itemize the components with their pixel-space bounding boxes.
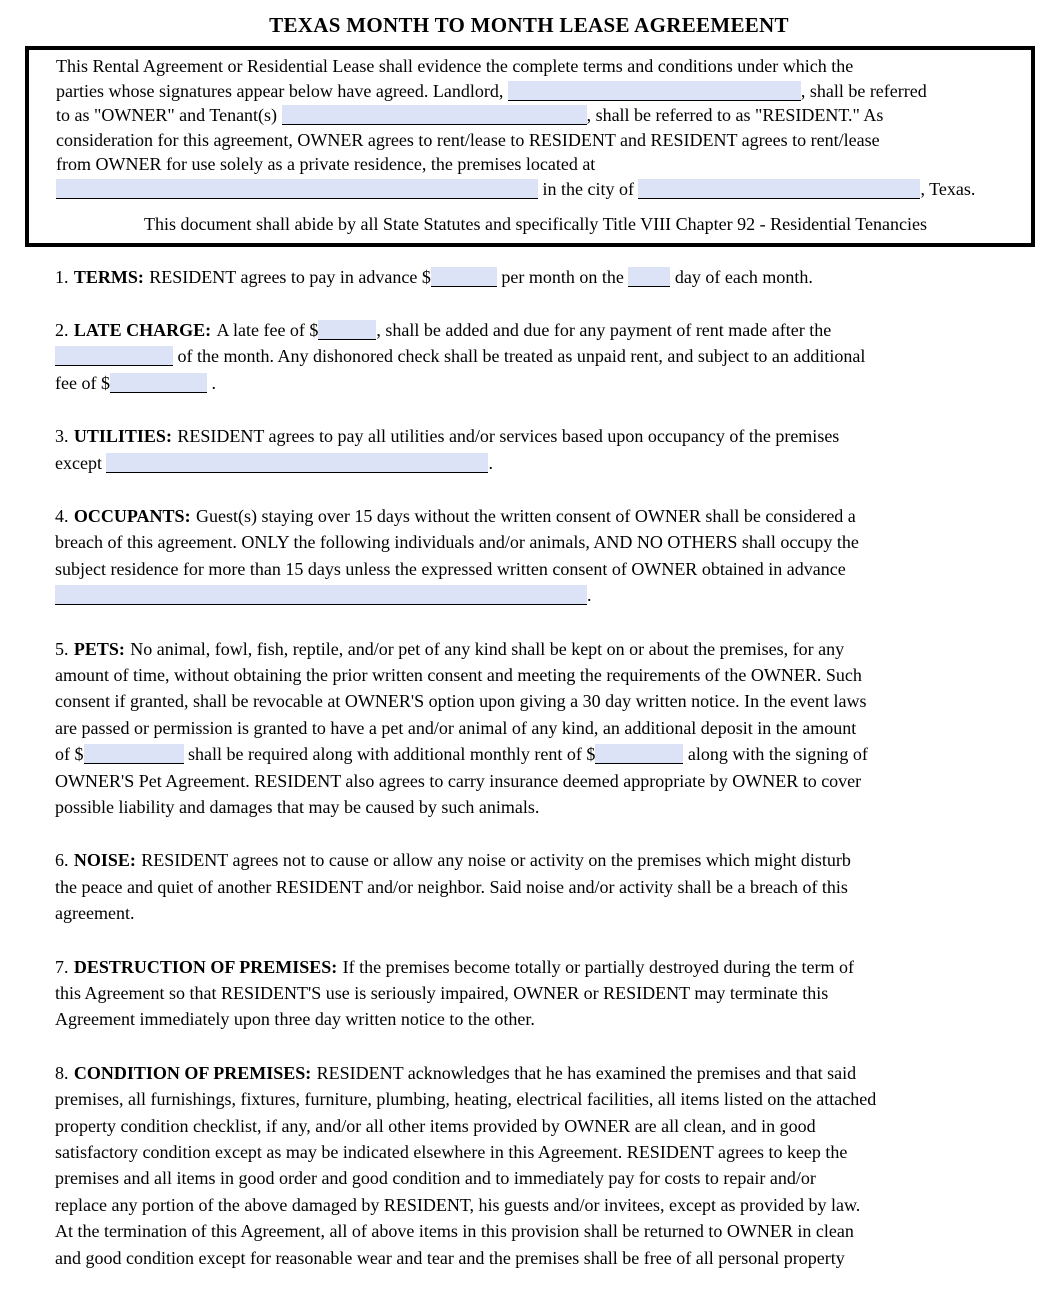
text-run: . xyxy=(488,452,493,473)
text-run: except xyxy=(55,452,107,473)
section-number: 5. xyxy=(55,638,69,659)
text-run: from OWNER for use solely as a private residence, the premises located at xyxy=(56,154,596,174)
text-run: fee of $ xyxy=(55,372,110,393)
text-run: satisfactory condition except as may be indicated elsewhere in this Agreement. RESIDENT agrees to keep the xyxy=(55,1142,848,1163)
text-line xyxy=(56,103,1015,128)
text-line xyxy=(55,1245,1038,1271)
text-run: of the month. Any dishonored check shall be treated as unpaid rent, and subject to an additional xyxy=(173,346,866,367)
text-run: No animal, fowl, fish, reptile, and/or pet of any kind shall be kept on or about the premises, for any xyxy=(130,638,845,659)
section-pets xyxy=(55,636,1038,821)
approved-occupants-field[interactable] xyxy=(55,585,587,605)
text-line xyxy=(55,1192,1038,1218)
document-title: TEXAS MONTH TO MONTH LEASE AGREEMEENT xyxy=(269,13,789,37)
text-run: . xyxy=(206,372,216,393)
text-line xyxy=(55,317,1038,343)
text-run: premises and all items in good order and good condition and to immediately pay for costs to repair and/or xyxy=(55,1168,816,1189)
section-terms xyxy=(55,264,1038,290)
text-line xyxy=(55,847,1038,873)
text-line xyxy=(55,715,1038,741)
section-number: 1. xyxy=(55,266,69,287)
late-fee-field[interactable] xyxy=(318,320,376,340)
rent-due-day-field[interactable] xyxy=(628,267,670,287)
late-after-day-field[interactable] xyxy=(55,346,173,366)
pet-monthly-rent-field[interactable] xyxy=(595,744,683,764)
section-heading: PETS: xyxy=(73,638,125,659)
section-utilities xyxy=(55,423,1038,476)
section-destruction-of-premises xyxy=(55,954,1038,1033)
pet-deposit-field[interactable] xyxy=(84,744,184,764)
text-line xyxy=(55,636,1038,662)
section-late-charge xyxy=(55,317,1038,396)
text-run: , shall be referred xyxy=(800,80,927,101)
text-line xyxy=(55,794,1038,820)
text-run: this Agreement so that RESIDENT'S use is seriously impaired, OWNER or RESIDENT may terminate this xyxy=(55,983,829,1004)
document-page xyxy=(0,13,1058,1301)
section-number: 4. xyxy=(55,505,69,526)
text-run: , Texas. xyxy=(920,178,976,199)
section-heading: DESTRUCTION OF PREMISES: xyxy=(73,956,338,977)
text-line xyxy=(56,79,1015,104)
city-field[interactable] xyxy=(638,179,920,199)
section-number: 6. xyxy=(55,850,69,871)
text-line xyxy=(55,264,1038,290)
text-run: subject residence for more than 15 days unless the expressed written consent of OWNER obtained in advance xyxy=(55,558,846,579)
text-run: This Rental Agreement or Residential Lease shall evidence the complete terms and conditions under which the xyxy=(56,56,854,76)
text-line xyxy=(56,152,1015,177)
text-run: premises, all furnishings, fixtures, furniture, plumbing, heating, electrical facilities, all items listed on the attached xyxy=(55,1089,877,1110)
text-run: possible liability and damages that may be caused by such animals. xyxy=(55,797,540,817)
intro-paragraph xyxy=(56,54,1015,201)
text-run: parties whose signatures appear below have agreed. Landlord, xyxy=(56,80,508,101)
text-run: RESIDENT agrees to pay all utilities and/or services based upon occupancy of the premises xyxy=(177,426,840,447)
text-run: amount of time, without obtaining the prior written consent and meeting the requirements of the OWNER. Such xyxy=(55,664,862,685)
text-line xyxy=(55,556,1038,582)
text-line xyxy=(55,370,1038,396)
section-number: 7. xyxy=(55,956,69,977)
text-line xyxy=(56,177,1015,202)
text-run: consideration for this agreement, OWNER agrees to rent/lease to RESIDENT and RESIDENT agrees to rent/lease xyxy=(56,129,880,150)
text-line xyxy=(55,741,1038,767)
text-run: agreement. xyxy=(55,903,135,924)
text-run: in the city of xyxy=(538,178,639,199)
text-run: At the termination of this Agreement, all of above items in this provision shall be returned to OWNER in clean xyxy=(55,1221,854,1242)
text-line xyxy=(55,423,1038,449)
section-heading: UTILITIES: xyxy=(73,426,172,447)
text-line xyxy=(55,874,1038,900)
monthly-rent-field[interactable] xyxy=(431,267,497,287)
section-heading: TERMS: xyxy=(73,266,144,287)
text-run: shall be required along with additional monthly rent of $ xyxy=(183,744,596,765)
landlord-name-field[interactable] xyxy=(508,81,801,101)
text-run: day of each month. xyxy=(670,266,813,287)
text-line xyxy=(55,503,1038,529)
text-run: Guest(s) staying over 15 days without the written consent of OWNER shall be considered a xyxy=(195,505,856,526)
section-number: 3. xyxy=(55,426,69,447)
text-run: per month on the xyxy=(496,266,629,287)
text-line xyxy=(55,688,1038,714)
text-line xyxy=(55,980,1038,1006)
text-line xyxy=(55,1006,1038,1032)
section-number: 8. xyxy=(55,1062,69,1083)
text-line xyxy=(56,54,1015,79)
text-run: RESIDENT agrees not to cause or allow any noise or activity on the premises which might disturb xyxy=(141,850,851,871)
text-run: are passed or permission is granted to have a pet and/or animal of any kind, an additional deposit in the amount xyxy=(55,717,857,738)
dishonored-check-fee-field[interactable] xyxy=(110,373,207,393)
text-run: breach of this agreement. ONLY the following individuals and/or animals, AND NO OTHERS shall occupy the xyxy=(55,532,859,553)
section-occupants xyxy=(55,503,1038,609)
text-line xyxy=(55,1060,1038,1086)
text-line xyxy=(55,768,1038,794)
section-number: 2. xyxy=(55,319,69,340)
text-run: consent if granted, shall be revocable at OWNER'S option upon giving a 30 day written notice. In the event laws xyxy=(55,691,867,712)
section-heading: LATE CHARGE: xyxy=(73,319,212,340)
text-line xyxy=(55,662,1038,688)
text-line xyxy=(55,1218,1038,1244)
section-condition-of-premises xyxy=(55,1060,1038,1271)
text-run: A late fee of $ xyxy=(216,319,319,340)
text-line xyxy=(55,1139,1038,1165)
text-run: to as "OWNER" and Tenant(s) xyxy=(56,105,282,125)
text-line xyxy=(55,1113,1038,1139)
text-run: and good condition except for reasonable wear and tear and the premises shall be free of all personal property xyxy=(55,1247,845,1268)
text-line xyxy=(55,1086,1038,1112)
text-line xyxy=(55,450,1038,476)
text-run: the peace and quiet of another RESIDENT and/or neighbor. Said noise and/or activity shall be a breach of this xyxy=(55,876,848,897)
section-noise xyxy=(55,847,1038,926)
tenant-names-field[interactable] xyxy=(282,105,587,125)
text-line xyxy=(55,529,1038,555)
text-line xyxy=(56,128,1015,153)
text-line xyxy=(55,343,1038,369)
utilities-exception-field[interactable] xyxy=(106,453,488,473)
text-line xyxy=(55,582,1038,608)
text-line xyxy=(55,1165,1038,1191)
text-run: , shall be referred to as "RESIDENT." As xyxy=(586,105,884,125)
text-run: If the premises become totally or partially destroyed during the term of xyxy=(342,956,854,977)
text-line xyxy=(55,954,1038,980)
section-heading: NOISE: xyxy=(73,850,136,871)
text-run: of $ xyxy=(55,744,84,765)
text-run: OWNER'S Pet Agreement. RESIDENT also agrees to carry insurance deemed appropriate by OWNER to cover xyxy=(55,770,862,791)
text-line xyxy=(55,900,1038,926)
section-heading: CONDITION OF PREMISES: xyxy=(73,1062,312,1083)
text-run: RESIDENT acknowledges that he has examined the premises and that said xyxy=(316,1062,857,1083)
premises-address-field[interactable] xyxy=(56,179,538,199)
intro-box xyxy=(25,46,1035,247)
text-run: along with the signing of xyxy=(683,744,868,765)
statute-line: This document shall abide by all State Statutes and specifically Title VIII Chapter 92 - Residential Tenancies xyxy=(144,214,927,234)
text-run: replace any portion of the above damaged by RESIDENT, his guests and/or invitees, except as provided by law. xyxy=(55,1194,861,1215)
text-run: RESIDENT agrees to pay in advance $ xyxy=(149,266,431,287)
text-run: . xyxy=(587,585,592,606)
section-heading: OCCUPANTS: xyxy=(73,505,191,526)
text-run: Agreement immediately upon three day written notice to the other. xyxy=(55,1009,535,1030)
text-run: property condition checklist, if any, and/or all other items provided by OWNER are all clean, and in good xyxy=(55,1115,816,1136)
text-run: , shall be added and due for any payment of rent made after the xyxy=(376,319,832,340)
